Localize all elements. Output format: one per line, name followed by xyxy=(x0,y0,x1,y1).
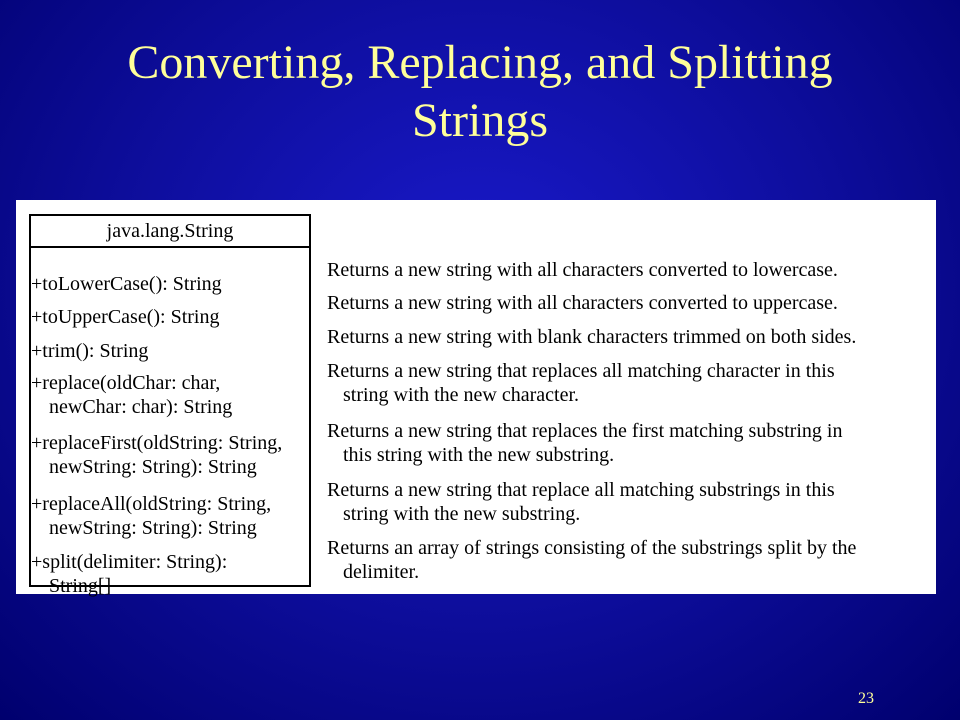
description-line: Returns a new string with all characters converted to lowercase. xyxy=(327,259,838,281)
uml-method-line-cont: String[] xyxy=(49,575,112,597)
uml-method-line: +replace(oldChar: char, xyxy=(31,372,221,394)
description-line-cont: delimiter. xyxy=(343,561,420,583)
uml-method-line: +toUpperCase(): String xyxy=(31,306,220,328)
uml-class-box xyxy=(29,214,311,597)
description-replace xyxy=(327,359,835,407)
description-line: Returns a new string with all characters converted to uppercase. xyxy=(327,292,838,314)
uml-method-line: +toLowerCase(): String xyxy=(31,273,222,295)
uml-method-replaceall xyxy=(31,492,271,540)
uml-method-line-cont: newString: String): String xyxy=(49,456,257,478)
description-replaceall xyxy=(327,478,835,526)
description-touppercase xyxy=(327,291,838,315)
uml-method-touppercase xyxy=(31,305,219,329)
description-line: Returns a new string that replaces all matching character in this xyxy=(327,360,835,382)
uml-method-line-cont: newChar: char): String xyxy=(49,396,233,418)
description-trim xyxy=(327,325,856,349)
uml-class-name: java.lang.String xyxy=(31,216,309,248)
slide-title xyxy=(0,34,960,150)
description-line: Returns an array of strings consisting of the substrings split by the xyxy=(327,537,857,559)
description-tolowercase xyxy=(327,258,838,282)
uml-method-line: +replaceAll(oldString: String, xyxy=(31,493,272,515)
uml-method-line-cont: newString: String): String xyxy=(49,517,257,539)
description-line-cont: this string with the new substring. xyxy=(343,444,615,466)
uml-method-line: +replaceFirst(oldString: String, xyxy=(31,432,283,454)
uml-method-line: +trim(): String xyxy=(31,340,149,362)
page-number: 23 xyxy=(858,690,874,707)
uml-method-split xyxy=(31,550,227,598)
description-line-cont: string with the new character. xyxy=(343,384,580,406)
uml-method-tolowercase xyxy=(31,272,222,296)
uml-method-trim xyxy=(31,339,148,363)
description-line-cont: string with the new substring. xyxy=(343,503,581,525)
slide-title-line-1: Converting, Replacing, and Splitting xyxy=(127,36,833,89)
content-panel xyxy=(16,200,936,597)
description-line: Returns a new string with blank characters trimmed on both sides. xyxy=(327,326,857,348)
uml-method-replacefirst xyxy=(31,431,282,479)
slide-title-line-2: Strings xyxy=(411,94,549,147)
description-replacefirst xyxy=(327,419,842,467)
description-line: Returns a new string that replace all matching substrings in this xyxy=(327,479,835,501)
description-split xyxy=(327,536,856,584)
uml-method-line: +split(delimiter: String): xyxy=(31,551,228,573)
uml-method-replace xyxy=(31,371,232,419)
description-line: Returns a new string that replaces the first matching substring in xyxy=(327,420,843,442)
